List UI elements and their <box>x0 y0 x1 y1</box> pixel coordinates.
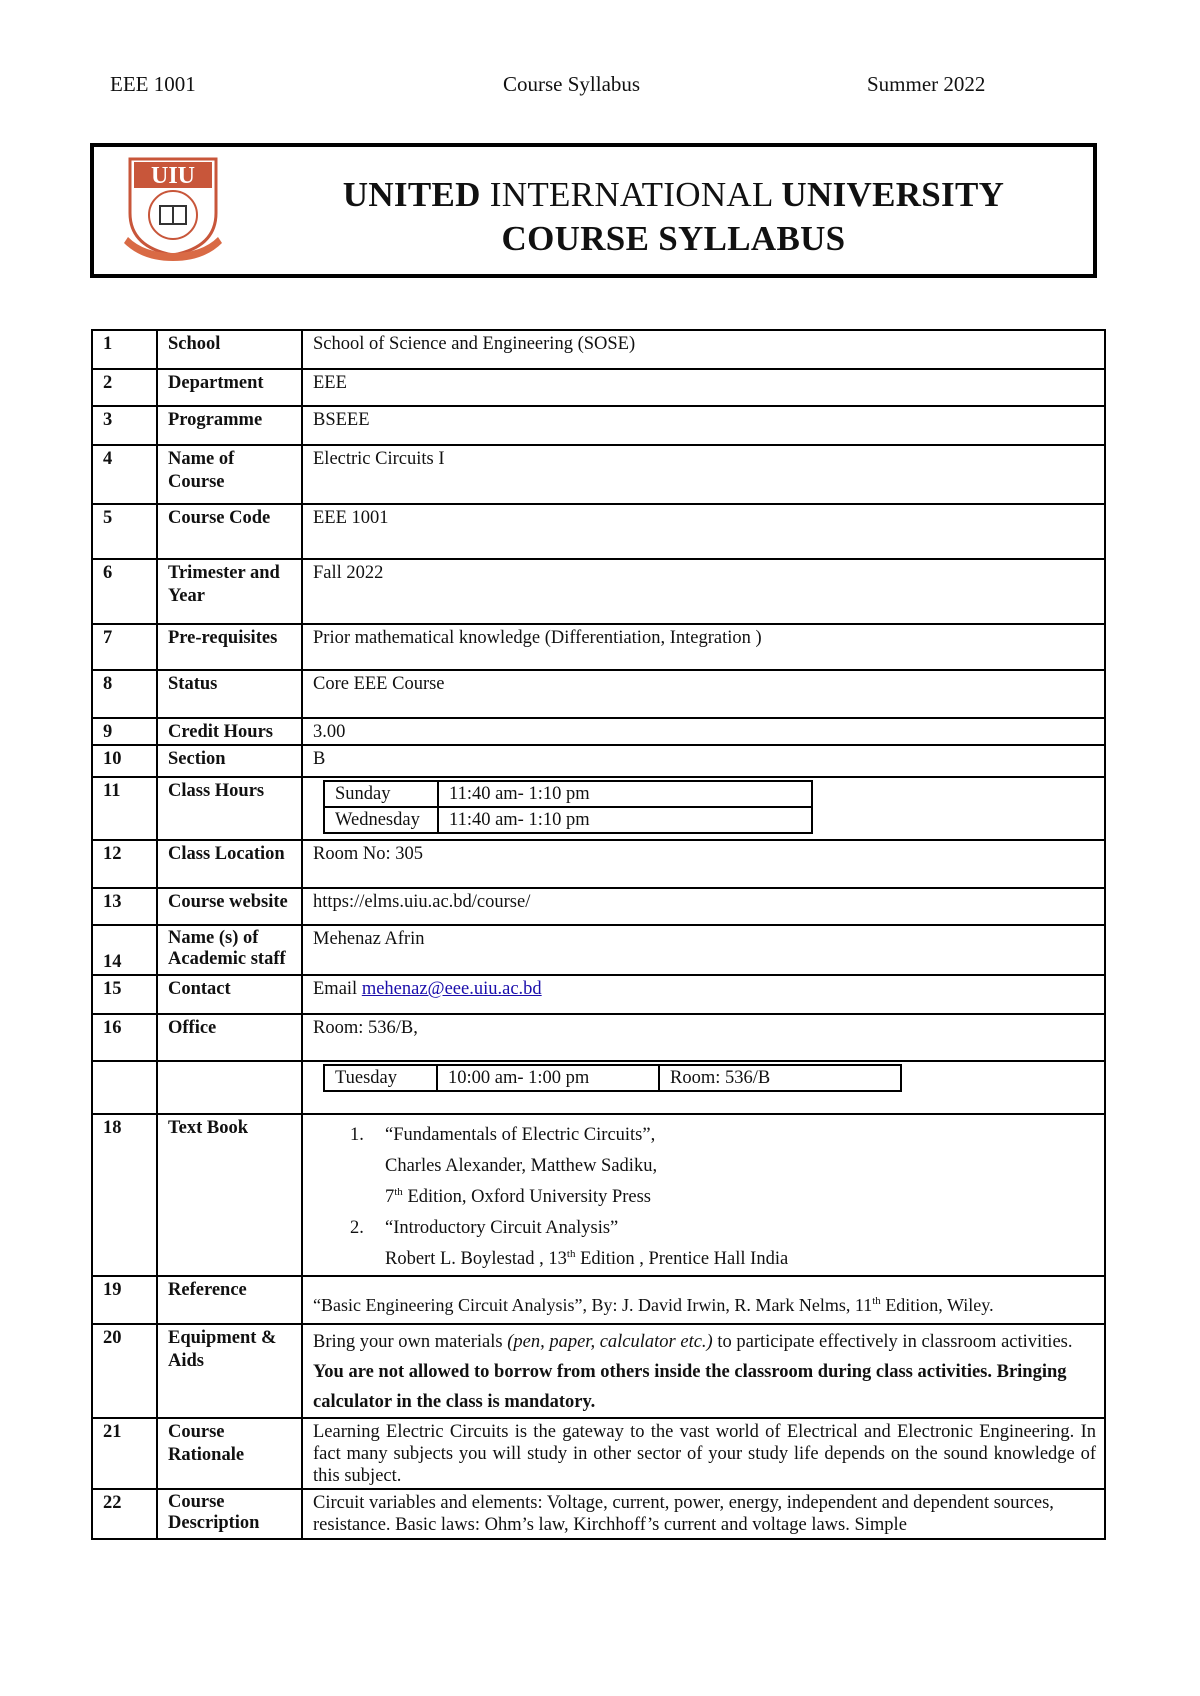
header-term: Summer 2022 <box>867 72 986 96</box>
banner-title <box>254 173 1093 261</box>
email-prefix: Email <box>313 979 358 999</box>
row-label: Trimester and Year <box>157 559 302 624</box>
row-number: 8 <box>92 670 157 718</box>
table-row <box>92 624 1105 670</box>
row-label: Contact <box>157 975 302 1014</box>
row-number: 14 <box>92 925 157 975</box>
list-item: 1. “Fundamentals of Electric Circuits”, <box>350 1125 656 1145</box>
list-item: Charles Alexander, Matthew Sadiku, <box>385 1156 658 1176</box>
office-room: Room: 536/B <box>659 1065 901 1091</box>
row-value: 3.00 <box>302 718 1105 745</box>
row-label: Text Book <box>157 1114 302 1276</box>
row-label: Department <box>157 369 302 406</box>
row-number: 20 <box>92 1324 157 1418</box>
row-value: EEE 1001 <box>302 504 1105 559</box>
row-value: Mehenaz Afrin <box>302 925 1105 975</box>
row-number: 16 <box>92 1014 157 1061</box>
class-schedule-table <box>323 780 813 834</box>
row-label: Status <box>157 670 302 718</box>
table-row <box>92 445 1105 504</box>
row-value: “Basic Engineering Circuit Analysis”, By: J. David Irwin, R. Mark Nelms, 11th Edition, Wiley. <box>302 1276 1105 1324</box>
schedule-day: Wednesday <box>324 807 438 833</box>
university-name: UNITED INTERNATIONAL UNIVERSITY <box>342 175 1005 214</box>
row-number: 10 <box>92 745 157 777</box>
schedule-time: 11:40 am- 1:10 pm <box>438 781 812 807</box>
row-value <box>302 1061 1105 1114</box>
row-value: School of Science and Engineering (SOSE) <box>302 330 1105 369</box>
row-label: School <box>157 330 302 369</box>
row-value: Room: 536/B, <box>302 1014 1105 1061</box>
row-value: EEE <box>302 369 1105 406</box>
row-number: 22 <box>92 1489 157 1539</box>
table-row <box>92 1114 1105 1276</box>
table-row <box>92 1276 1105 1324</box>
row-number: 2 <box>92 369 157 406</box>
table-row <box>92 745 1105 777</box>
list-item: 7th Edition, Oxford University Press <box>385 1185 651 1207</box>
row-number: 4 <box>92 445 157 504</box>
table-row <box>92 1489 1105 1539</box>
row-number: 13 <box>92 888 157 925</box>
office-day: Tuesday <box>324 1065 437 1091</box>
header-course-code: EEE 1001 <box>110 72 196 96</box>
office-time: 10:00 am- 1:00 pm <box>437 1065 659 1091</box>
header-doc-title: Course Syllabus <box>503 72 641 96</box>
row-value: Learning Electric Circuits is the gateway to the vast world of Electrical and Electronic Engineering. In fact many subjects you will study in other sector of your study life depends on the sound knowledge of this subject. <box>302 1418 1105 1489</box>
row-label: Programme <box>157 406 302 445</box>
row-value: Bring your own materials (pen, paper, calculator etc.) to participate effectively in classroom activities. You are not allowed to borrow from others inside the classroom during class activities. Bringing calculator in the class is mandatory. <box>302 1324 1105 1418</box>
email-link[interactable]: mehenaz@eee.uiu.ac.bd <box>361 979 542 999</box>
row-number: 6 <box>92 559 157 624</box>
row-value: B <box>302 745 1105 777</box>
table-row <box>92 330 1105 369</box>
row-number: 12 <box>92 840 157 888</box>
row-value <box>302 975 1105 1014</box>
schedule-row <box>324 781 812 807</box>
row-value: Core EEE Course <box>302 670 1105 718</box>
row-value: Electric Circuits I <box>302 445 1105 504</box>
row-label: Name (s) of Academic staff <box>157 925 302 975</box>
row-value: Prior mathematical knowledge (Differentiation, Integration ) <box>302 624 1105 670</box>
text-book-list <box>313 1120 1096 1275</box>
row-number: 15 <box>92 975 157 1014</box>
table-row <box>92 1418 1105 1489</box>
table-row <box>92 925 1105 975</box>
office-hours-row <box>324 1065 901 1091</box>
table-row <box>92 670 1105 718</box>
running-header <box>110 72 1010 102</box>
row-value: Fall 2022 <box>302 559 1105 624</box>
table-row <box>92 559 1105 624</box>
table-row <box>92 1324 1105 1418</box>
table-row <box>92 888 1105 925</box>
university-banner <box>90 143 1097 278</box>
row-value: BSEEE <box>302 406 1105 445</box>
row-value <box>302 777 1105 840</box>
list-item: Robert L. Boylestad , 13th Edition , Prentice Hall India <box>385 1247 789 1269</box>
row-label: Class Location <box>157 840 302 888</box>
row-label: Course Description <box>157 1489 302 1539</box>
list-item: 2. “Introductory Circuit Analysis” <box>350 1218 619 1238</box>
row-label: Office <box>157 1014 302 1061</box>
row-label: Course website <box>157 888 302 925</box>
table-row <box>92 369 1105 406</box>
row-value: Circuit variables and elements: Voltage, current, power, energy, independent and dependent sources, resistance. Basic laws: Ohm’s law, Kirchhoff’s current and voltage laws. Simple <box>302 1489 1105 1539</box>
row-label: Course Code <box>157 504 302 559</box>
schedule-day: Sunday <box>324 781 438 807</box>
office-hours-table <box>323 1064 902 1092</box>
row-label: Credit Hours <box>157 718 302 745</box>
row-number: 3 <box>92 406 157 445</box>
row-number: 9 <box>92 718 157 745</box>
schedule-row <box>324 807 812 833</box>
schedule-time: 11:40 am- 1:10 pm <box>438 807 812 833</box>
table-row <box>92 504 1105 559</box>
row-label: Section <box>157 745 302 777</box>
table-row <box>92 975 1105 1014</box>
row-number: 1 <box>92 330 157 369</box>
row-value <box>302 1114 1105 1276</box>
row-number: 5 <box>92 504 157 559</box>
row-number: 18 <box>92 1114 157 1276</box>
row-label <box>157 1061 302 1114</box>
syllabus-table <box>91 329 1106 1540</box>
row-label: Class Hours <box>157 777 302 840</box>
row-number <box>92 1061 157 1114</box>
table-row <box>92 406 1105 445</box>
row-number: 11 <box>92 777 157 840</box>
row-label: Course Rationale <box>157 1418 302 1489</box>
table-row <box>92 777 1105 840</box>
table-row <box>92 840 1105 888</box>
row-label: Name of Course <box>157 445 302 504</box>
uiu-logo-icon <box>122 151 224 265</box>
row-number: 21 <box>92 1418 157 1489</box>
svg-text:UIU: UIU <box>150 163 196 189</box>
row-label: Reference <box>157 1276 302 1324</box>
row-number: 19 <box>92 1276 157 1324</box>
table-row <box>92 1014 1105 1061</box>
row-label: Equipment & Aids <box>157 1324 302 1418</box>
syllabus-heading: COURSE SYLLABUS <box>501 219 846 258</box>
course-website-link[interactable]: https://elms.uiu.ac.bd/course/ <box>302 888 1105 925</box>
row-value: Room No: 305 <box>302 840 1105 888</box>
table-row <box>92 1061 1105 1114</box>
row-label: Pre-requisites <box>157 624 302 670</box>
row-number: 7 <box>92 624 157 670</box>
table-row <box>92 718 1105 745</box>
